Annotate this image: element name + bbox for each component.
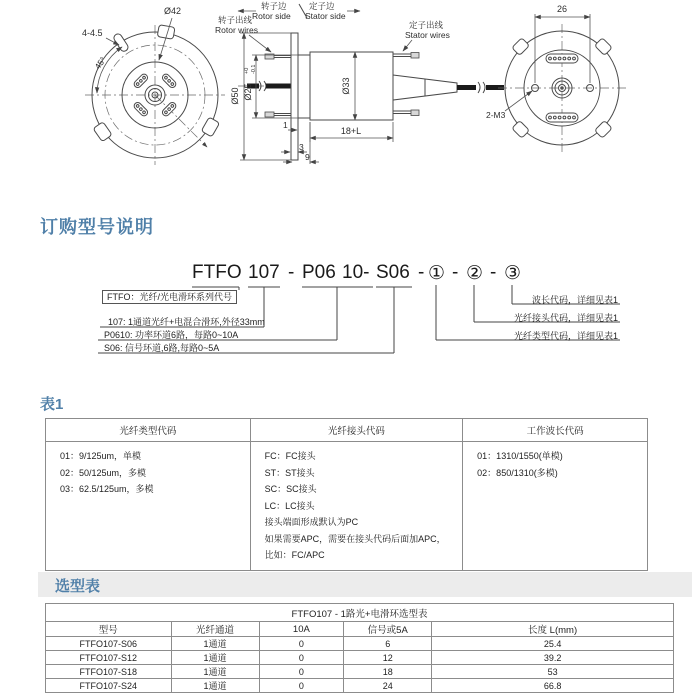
model-signal: S06 <box>376 262 410 283</box>
cell-10a: 0 <box>259 665 344 679</box>
model-power: P06 <box>302 262 336 283</box>
selection-heading-band <box>38 572 692 597</box>
technical-drawing <box>0 0 692 205</box>
fiber-type-cell <box>46 442 251 571</box>
stator-side-label-en: Stator side <box>305 11 346 21</box>
fiber-type-item: 01：9/125um，单模 <box>60 451 142 461</box>
table1-col-wavelength: 工作波长代码 <box>463 419 648 442</box>
selection-heading: 选型表 <box>55 578 101 595</box>
dim-d33: Ø33 <box>341 77 351 95</box>
model-series: FTFO <box>192 262 242 283</box>
col-10a: 10A <box>259 622 344 637</box>
model-option-3: ③ <box>504 263 522 284</box>
callout-power: P0610: 功率环道6路，每路0~10A <box>104 330 239 340</box>
callout-series: FTFO：光纤/光电滑环系列代号 <box>102 290 237 304</box>
connector-item: FC：FC接头 <box>264 451 316 461</box>
connector-item: SC：SC接头 <box>264 484 317 494</box>
selection-section <box>0 570 692 690</box>
model-dash: - <box>288 262 295 283</box>
dim-1: 1 <box>283 120 288 130</box>
dim-length: 18+L <box>340 126 362 136</box>
wavelength-item: 02：850/1310(多模) <box>477 467 558 478</box>
dim-d42: Ø42 <box>164 6 182 16</box>
selection-table <box>45 603 674 693</box>
cell-signal: 24 <box>344 679 432 693</box>
selection-title-row <box>46 604 674 622</box>
stator-wires-label-en: Stator wires <box>405 30 450 40</box>
dim-d25-tol-top: +0 <box>244 67 250 74</box>
dim-26: 26 <box>556 4 568 14</box>
rotor-wire-pin <box>265 112 274 117</box>
wavelength-item: 01：1310/1550(单模) <box>477 451 563 461</box>
table1-heading: 表1 <box>40 396 64 413</box>
connector-note: 如果需要APC，需要在接头代码后面加APC， <box>264 533 446 544</box>
callout-signal: S06: 信号环道,6路,每路0~5A <box>104 343 220 353</box>
cell-signal: 12 <box>344 651 432 665</box>
callout-size: 107: 1通道光纤+电混合滑环,外径33mm <box>108 317 265 327</box>
cell-fiber-channel: 1通道 <box>171 651 259 665</box>
stator-face-view <box>486 4 628 154</box>
table1 <box>45 418 648 571</box>
cell-fiber-channel: 1通道 <box>171 665 259 679</box>
col-length: 长度 L(mm) <box>432 622 674 637</box>
col-fiber-channel: 光纤通道 <box>171 622 259 637</box>
ordering-heading: 订购型号说明 <box>40 217 154 237</box>
callout-wavelength: 波长代码，详细见表1 <box>531 295 618 305</box>
model-option-2: ② <box>466 263 484 284</box>
model-dash: - <box>490 262 497 283</box>
cell-10a: 0 <box>259 679 344 693</box>
table1-body-row <box>46 442 648 571</box>
fiber-type-item: 02：50/125um，多模 <box>60 467 147 478</box>
table-row <box>46 637 674 651</box>
table-row <box>46 665 674 679</box>
stator-wire-pin <box>411 53 419 59</box>
fiber-type-item: 03：62.5/125um，多模 <box>60 484 154 494</box>
rotor-wires-label-cn: 转子出线 <box>218 15 253 25</box>
callout-fiber-type: 光纤类型代码，详细见表1 <box>513 331 618 341</box>
cell-length: 39.2 <box>432 651 674 665</box>
cell-fiber-channel: 1通道 <box>171 637 259 651</box>
stator-wire-pin <box>411 110 419 116</box>
cell-model: FTFO107-S18 <box>46 665 172 679</box>
dim-3: 3 <box>299 142 304 152</box>
table-row <box>46 679 674 693</box>
table-row <box>46 651 674 665</box>
connector-note: 比如：FC/APC <box>264 550 325 560</box>
rotor-wires-label-en: Rotor wires <box>215 25 258 35</box>
col-signal-5a: 信号或5A <box>344 622 432 637</box>
stator-wires-label-cn: 定子出线 <box>409 20 444 30</box>
wavelength-cell <box>463 442 648 571</box>
connector-cell <box>250 442 463 571</box>
model-size: 107 <box>248 262 280 283</box>
connector-item: ST：ST接头 <box>264 467 315 478</box>
model-dash: - <box>418 262 425 283</box>
cell-model: FTFO107-S06 <box>46 637 172 651</box>
cell-signal: 6 <box>344 637 432 651</box>
cell-10a: 0 <box>259 637 344 651</box>
cell-length: 53 <box>432 665 674 679</box>
connector-note: 接头端面形成默认为PC <box>264 517 359 527</box>
cell-model: FTFO107-S24 <box>46 679 172 693</box>
hub <box>298 55 310 118</box>
ordering-section <box>0 205 692 365</box>
rotor-face-view <box>82 6 225 165</box>
connector-item: LC：LC接头 <box>264 500 315 511</box>
cell-length: 66.8 <box>432 679 674 693</box>
cell-model: FTFO107-S12 <box>46 651 172 665</box>
cell-10a: 0 <box>259 651 344 665</box>
cell-length: 25.4 <box>432 637 674 651</box>
dim-holes: 4-4.5 <box>82 28 103 38</box>
callout-connector: 光纤接头代码，详细见表1 <box>513 313 618 323</box>
table1-col-fiber-type: 光纤类型代码 <box>46 419 251 442</box>
stator-side-label-cn: 定子边 <box>309 1 335 11</box>
table1-header-row <box>46 419 648 442</box>
side-section-view <box>215 1 504 164</box>
selection-table-title: FTFO107 - 1路光+电滑环选型表 <box>46 604 674 622</box>
body <box>310 52 393 120</box>
model-option-1: ① <box>428 263 446 284</box>
col-model: 型号 <box>46 622 172 637</box>
model-dash: - <box>452 262 459 283</box>
dim-d25-tol-bottom: -0.1 <box>251 64 257 74</box>
dim-9: 9 <box>305 152 310 162</box>
rotor-side-label-en: Rotor side <box>252 11 291 21</box>
selection-header-row <box>46 622 674 637</box>
dim-d25: Ø25 <box>243 83 253 101</box>
flange <box>291 33 298 160</box>
table1-col-connector: 光纤接头代码 <box>250 419 463 442</box>
table1-section <box>0 390 692 570</box>
dim-angle: 45° <box>92 54 109 72</box>
model-power2: 10- <box>342 262 370 283</box>
cell-fiber-channel: 1通道 <box>171 679 259 693</box>
rotor-side-label-cn: 转子边 <box>261 1 287 11</box>
cell-signal: 18 <box>344 665 432 679</box>
dim-d50: Ø50 <box>230 87 240 105</box>
dim-2m3: 2-M3 <box>486 110 506 120</box>
